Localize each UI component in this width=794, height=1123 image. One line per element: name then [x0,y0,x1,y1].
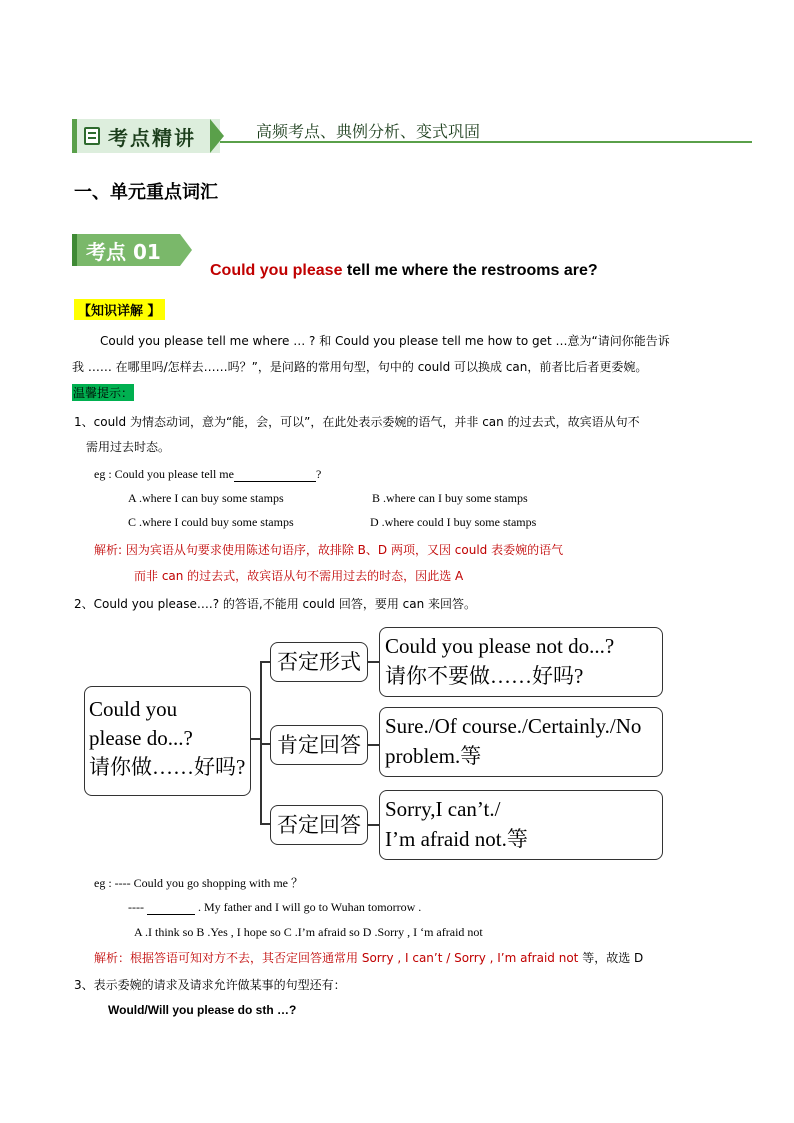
knowledge-label: 【知识详解 】 [74,299,165,320]
option-c: C .where I could buy some stamps [128,515,294,529]
connector [368,661,379,663]
tip1-analysis-1: 解析: 因为宾语从句要求使用陈述句语序，故排除 B、D 两项，又因 could 表委婉的语气 [94,543,564,557]
header-banner-arrow [210,119,224,153]
branch-label-negative-form: 否定形式 [270,642,368,682]
root-line-3: 请你做……好吗? [89,755,246,779]
headline-rest: tell me where the restrooms are? [342,262,598,279]
content-line: problem.等 [385,744,482,768]
tip3-example: Would/Will you please do sth …? [108,1003,297,1017]
connector [368,824,379,826]
branch-label-positive-reply: 肯定回答 [270,725,368,765]
analysis-text: 解析：根据答语可知对方不去，其否定回答通常用 [94,951,362,965]
kaodian-badge-arrow [180,234,192,266]
root-box [84,686,251,796]
tip1-analysis-2: 而非 can 的过去式，故宾语从句不需用过去的时态，因此选 A [134,569,464,583]
branch-content-positive-reply [379,707,663,777]
tip1-line-1: 1、could 为情态动词，意为“能，会，可以”，在此处表示委婉的语气，并非 can 的过去式，故宾语从句不 [74,415,640,429]
headline [210,262,598,280]
kaodian-badge-label: 考点 01 [86,240,161,264]
content-line: Could you please not do...? [385,634,615,658]
content-line: Sorry,I can’t./ [385,797,501,821]
book-icon [84,127,100,145]
tips-label: 温馨提示： [73,386,134,400]
branch-content-negative-form [379,627,663,697]
answer-blank [147,902,195,915]
tip2-example-1: eg : ---- Could you go shopping with me ？ [94,876,303,890]
tip2-line: 2、Could you please….? 的答语,不能用 could 回答，要用 can 来回答。 [74,597,477,611]
answer-blank [234,469,316,482]
tip3-line: 3、表示委婉的请求及请求允许做某事的句型还有： [74,978,346,992]
header-subtitle: 高频考点、典例分析、变式巩固 [256,122,481,141]
option-a: A .where I can buy some stamps [128,491,284,505]
explain-line-1: Could you please tell me where … ? 和 Could you please tell me how to get …意为“请问你能告诉 [100,334,670,348]
option-b: B .where can I buy some stamps [372,491,528,505]
content-line: I’m afraid not.等 [385,827,528,851]
connector [260,743,270,745]
tip2-options: A .I think so B .Yes , I hope so C .I’m afraid so D .Sorry , I ‘m afraid not [134,925,483,939]
tip2-analysis [94,949,643,966]
tip2-example-2-text: . My father and I will go to Wuhan tomorrow . [197,900,422,914]
connector [260,823,270,825]
tip1-example-text: eg : Could you please tell me [94,467,234,481]
section-title: 一、单元重点词汇 [74,182,218,203]
content-line: Sure./Of course./Certainly./No [385,714,642,738]
connector [368,744,379,746]
explain-line-2: 我 …… 在哪里吗/怎样去……吗？”，是问路的常用句型，句中的 could 可以换成 can，前者比后者更委婉。 [72,360,648,374]
analysis-highlight: Sorry , I can’t / Sorry , I’m afraid not [361,951,579,965]
header-title: 考点精讲 [108,126,196,150]
dash: ---- [128,900,144,914]
tip1-example-end: ? [315,467,322,481]
option-d: D .where could I buy some stamps [370,515,537,529]
root-line-2: please do...? [89,726,193,750]
connector [260,661,270,663]
root-line-1: Could you [89,697,178,721]
branch-label-negative-reply: 否定回答 [270,805,368,845]
branch-content-negative-reply [379,790,663,860]
content-line: 请你不要做……好吗? [385,664,584,688]
tip1-example [94,467,321,482]
analysis-end: 等，故选 D [578,951,644,965]
header-divider [220,141,752,143]
tip1-line-2: 需用过去时态。 [86,440,171,454]
tip2-example-2 [128,900,421,915]
headline-red: Could you please [210,262,343,279]
